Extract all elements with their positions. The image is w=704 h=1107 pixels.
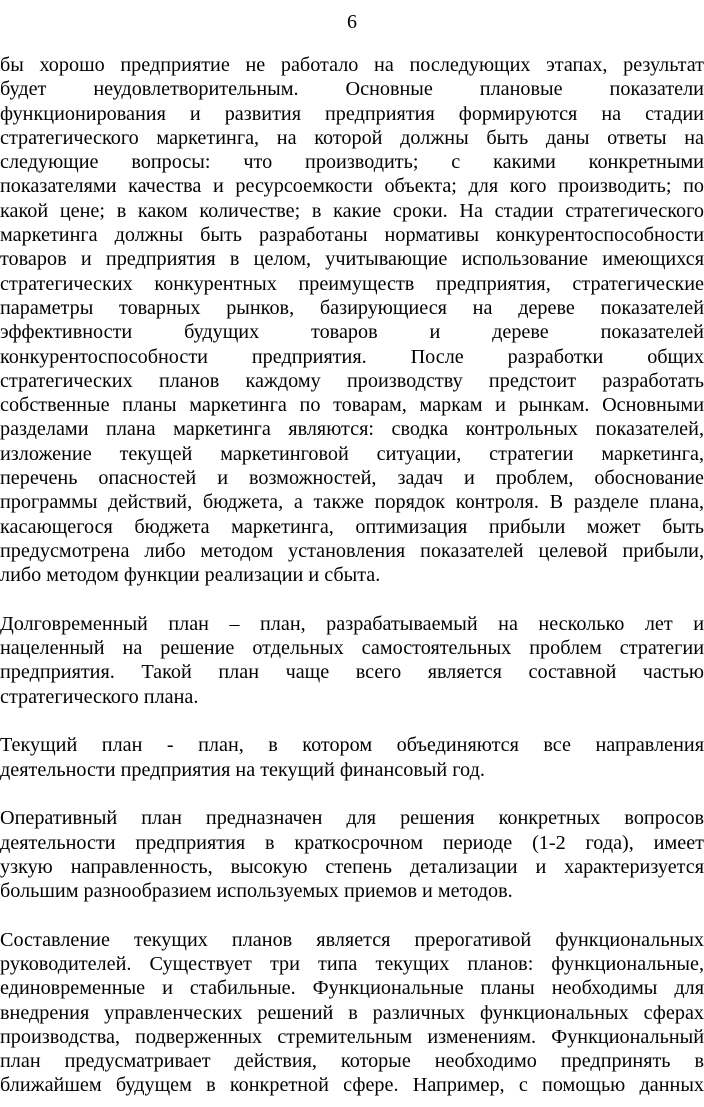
paragraph-long-term-plan <box>0 612 704 709</box>
text-line: касающегося бюджета маркетинга, оптимизация прибыли может быть <box>0 515 704 538</box>
text-line: ближайшем будущем в конкретной сфере. Например, с помощью данных <box>0 1074 704 1097</box>
text-line: узкую направленность, высокую степень детализации и характеризуется <box>0 855 704 878</box>
text-line: стратегического маркетинга, на которой должны быть даны ответы на <box>0 126 704 149</box>
paragraph-spacer <box>0 588 704 612</box>
text-line: Долговременный план – план, разрабатываемый на несколько лет и <box>0 612 704 635</box>
text-line: собственные планы маркетинга по товарам, маркам и рынкам. Основными <box>0 394 704 417</box>
text-line: либо методом функции реализации и сбыта. <box>0 564 381 587</box>
text-line: стратегических планов каждому производству предстоит разработать <box>0 369 704 392</box>
text-line: производства, подверженных стремительным изменениям. Функциональный <box>0 1025 704 1048</box>
text-line: программы действий, бюджета, а также порядок контроля. В разделе плана, <box>0 491 704 514</box>
paragraph-current-plan <box>0 733 704 782</box>
text-line: Оперативный план предназначен для решения конкретных вопросов <box>0 807 704 830</box>
text-line: бы хорошо предприятие не работало на последующих этапах, результат <box>0 54 704 76</box>
text-line: Текущий план - план, в котором объединяются все направления <box>0 734 704 757</box>
text-line: будет неудовлетворительным. Основные плановые показатели <box>0 78 704 101</box>
text-line: предприятия. Такой план чаще всего является составной частью <box>0 661 704 684</box>
text-line: показателями качества и ресурсоемкости объекта; для кого производить; по <box>0 175 704 198</box>
text-line: перечень опасностей и возможностей, задач и проблем, обоснование <box>0 467 704 490</box>
paragraph-operational-plan <box>0 806 704 903</box>
text-line: нацеленный на решение отдельных самостоятельных проблем стратегии <box>0 637 704 660</box>
paragraph-current-plans-types <box>0 928 704 1098</box>
text-line: Составление текущих планов является прерогативой функциональных <box>0 928 704 951</box>
text-line: эффективности будущих товаров и дереве показателей <box>0 321 704 344</box>
document-body <box>0 53 704 1098</box>
text-line: следующие вопросы: что производить; с какими конкретными <box>0 151 704 174</box>
text-line: функционирования и развития предприятия формируются на стадии <box>0 102 704 125</box>
text-line: единовременные и стабильные. Функциональные планы необходимы для <box>0 977 704 1000</box>
text-line: стратегических конкурентных преимуществ предприятия, стратегические <box>0 272 704 295</box>
text-line: какой цене; в каком количестве; в какие сроки. На стадии стратегического <box>0 199 704 222</box>
paragraph-marketing-plan <box>0 53 704 588</box>
text-line: план предусматривает действия, которые необходимо предпринять в <box>0 1050 704 1073</box>
paragraph-spacer <box>0 709 704 733</box>
text-line: маркетинга должны быть разработаны нормативы конкурентоспособности <box>0 224 704 247</box>
text-line: изложение текущей маркетинговой ситуации, стратегии маркетинга, <box>0 442 704 465</box>
text-line: деятельности предприятия на текущий финансовый год. <box>0 758 485 781</box>
text-line: конкурентоспособности предприятия. После разработки общих <box>0 345 704 368</box>
text-line: деятельности предприятия в краткосрочном периоде (1-2 года), имеет <box>0 831 704 854</box>
text-line: большим разнообразием используемых приемов и методов. <box>0 880 513 903</box>
text-line: параметры товарных рынков, базирующиеся на дереве показателей <box>0 296 704 319</box>
page-number: 6 <box>347 11 357 33</box>
text-line: внедрения управленческих решений в различных функциональных сферах <box>0 1001 704 1024</box>
text-line: товаров и предприятия в целом, учитывающие использование имеющихся <box>0 248 704 271</box>
text-line: разделами плана маркетинга являются: сводка контрольных показателей, <box>0 418 704 441</box>
text-line: предусмотрена либо методом установления показателей целевой прибыли, <box>0 539 704 562</box>
paragraph-spacer <box>0 782 704 806</box>
text-line: руководителей. Существует три типа текущих планов: функциональные, <box>0 952 704 975</box>
paragraph-spacer <box>0 903 704 927</box>
text-line: стратегического плана. <box>0 685 199 708</box>
